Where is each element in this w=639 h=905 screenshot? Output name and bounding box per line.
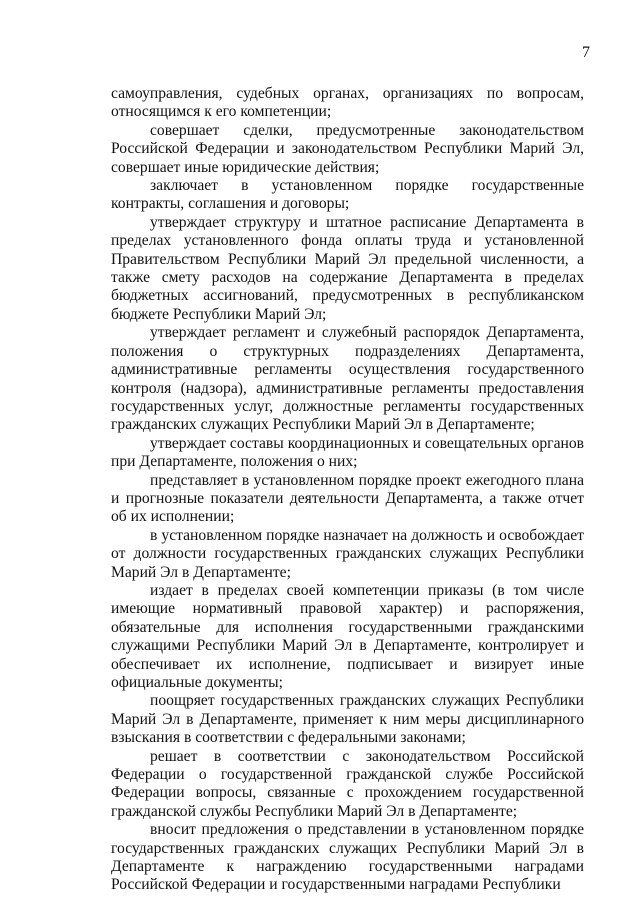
paragraph-9: издает в пределах своей компетенции приказы (в том числе имеющие нормативный правовой характер) и распоряжения, обязательные для исполнения государственными гражданскими служащими Республики Марий Эл в Департаменте, контролирует и обеспечивает их исполнение, подписывает и визирует иные официальные документы;: [111, 581, 584, 691]
paragraph-8: в установленном порядке назначает на должность и освобождает от должности государственных гражданских служащих Республики Марий Эл в Департаменте;: [111, 526, 584, 581]
paragraph-3: заключает в установленном порядке государственные контракты, соглашения и договоры;: [111, 177, 584, 213]
paragraph-4: утверждает структуру и штатное расписание Департамента в пределах установленного фонда оплаты труда и установленной Правительством Республики Марий Эл предельной численности, а также смету расходов на содержание Департамента в пределах бюджетных ассигнований, предусмотренных в республиканском бюджете Республики Марий Эл;: [111, 213, 584, 323]
paragraph-2: совершает сделки, предусмотренные законодательством Российской Федерации и законодательством Республики Марий Эл, совершает иные юридические действия;: [111, 121, 584, 176]
paragraph-12: вносит предложения о представлении в установленном порядке государственных гражданских служащих Республики Марий Эл в Департаменте к награждению государственными наградами Российской Федерации и государственными наградами Республики: [111, 821, 584, 894]
document-body: [111, 85, 584, 895]
paragraph-7: представляет в установленном порядке проект ежегодного плана и прогнозные показатели деятельности Департамента, а также отчет об их исполнении;: [111, 471, 584, 526]
page-number: 7: [582, 44, 590, 61]
paragraph-5: утверждает регламент и служебный распорядок Департамента, положения о структурных подразделениях Департамента, административные регламенты осуществления государственного контроля (надзора), административные регламенты предоставления государственных услуг, должностные регламенты государственных гражданских служащих Республики Марий Эл в Департаменте;: [111, 324, 584, 434]
paragraph-11: решает в соответствии с законодательством Российской Федерации о государственной гражданской службе Российской Федерации вопросы, связанные с прохождением государственной гражданской службы Республики Марий Эл в Департаменте;: [111, 747, 584, 820]
paragraph-6: утверждает составы координационных и совещательных органов при Департаменте, положения о них;: [111, 434, 584, 471]
paragraph-10: поощряет государственных гражданских служащих Республики Марий Эл в Департаменте, применяет к ним меры дисциплинарного взыскания в соответствии с федеральными законами;: [111, 692, 584, 747]
paragraph-1: самоуправления, судебных органах, организациях по вопросам, относящимся к его компетенции;: [111, 85, 584, 121]
